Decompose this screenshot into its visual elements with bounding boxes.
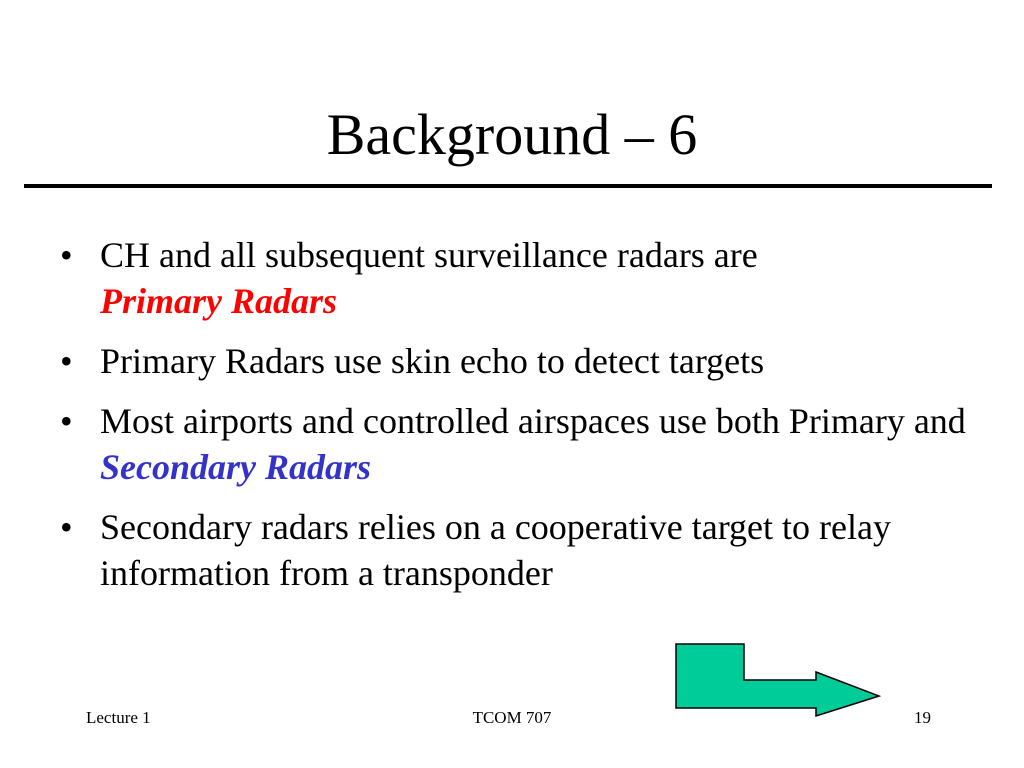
bullet-symbol: • [60,507,73,547]
bullet-text: CH and all subsequent surveillance radars are [100,235,758,275]
footer-course: TCOM 707 [472,708,552,727]
bullet-text: Most airports and controlled airspaces use both Primary and [100,401,966,441]
bullet-list [60,232,990,610]
slide-title: Background – 6 [326,102,698,167]
bullet-item [60,398,990,490]
bullet-text: Secondary radars relies on a cooperative target to relay information from a transponder [100,507,891,593]
bullet-item [60,338,990,384]
bullet-item [60,504,990,596]
bullet-symbol: • [60,235,73,275]
bullet-item [60,232,990,324]
emphasis-secondary-radars: Secondary Radars [100,447,372,487]
title-divider [24,184,992,188]
bullet-text: Primary Radars use skin echo to detect targets [100,341,765,381]
bullet-symbol: • [60,401,73,441]
emphasis-primary-radars: Primary Radars [100,281,338,321]
footer-page-number: 19 [914,708,931,727]
footer-lecture: Lecture 1 [86,708,151,727]
bullet-symbol: • [60,341,73,381]
